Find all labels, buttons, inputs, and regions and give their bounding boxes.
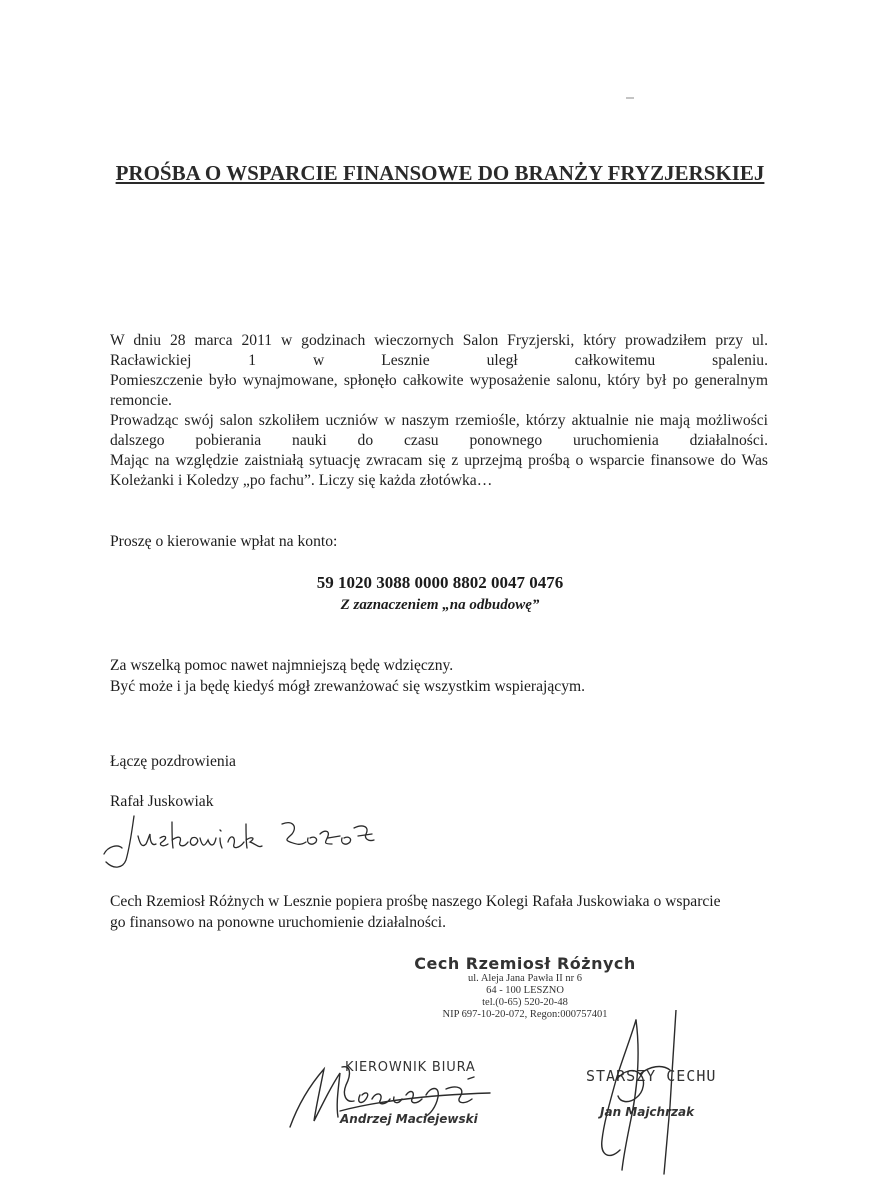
paragraph-premises: Pomieszczenie było wynajmowane, spłonęło całkowite wyposażenie salonu, który był po generalnym remoncie. bbox=[110, 372, 768, 409]
guild-elder-signature bbox=[580, 1010, 700, 1180]
stamp-name: Cech Rzemiosł Różnych bbox=[414, 954, 636, 973]
account-note: Z zaznaczeniem „na odbudowę” bbox=[340, 597, 540, 613]
stamp-ids: NIP 697-10-20-072, Regon:000757401 bbox=[442, 1009, 608, 1020]
paragraph-appeal: Mając na względzie zaistniałą sytuację zwracam się z uprzejmą prośbą o wsparcie finansowe do Was Koleżanki i Koledzy „po fachu”. Liczy się każda złotówka… bbox=[110, 452, 768, 489]
paragraph-fire: W dniu 28 marca 2011 w godzinach wieczornych Salon Fryzjerski, który prowadziłem przy ul. Racławickiej 1 w Lesznie uległ całkowitemu spaleniu. bbox=[110, 332, 768, 369]
guild-elder-role: STARSZY CECHU bbox=[586, 1067, 717, 1085]
office-manager-signature bbox=[280, 1055, 500, 1140]
letter-body bbox=[110, 331, 768, 491]
thanks-block bbox=[110, 655, 585, 697]
office-manager-name: Andrzej Maciejewski bbox=[340, 1112, 478, 1126]
office-manager-role: KIEROWNIK BIURA bbox=[345, 1060, 476, 1075]
sender-signature bbox=[96, 808, 396, 880]
guild-elder-name: Jan Majchrzak bbox=[600, 1105, 695, 1119]
thanks-line: Za wszelką pomoc nawet najmniejszą będę wdzięczny. bbox=[110, 657, 454, 674]
request-line: Proszę o kierowanie wpłat na konto: bbox=[110, 533, 338, 550]
stamp-phone: tel.(0-65) 520-20-48 bbox=[482, 997, 568, 1008]
thanks-line: Być może i ja będę kiedyś mógł zrewanżować się wszystkim wspierającym. bbox=[110, 678, 586, 695]
scan-mark bbox=[625, 95, 635, 101]
sender-name: Rafał Juskowiak bbox=[110, 793, 214, 810]
account-number: 59 1020 3088 0000 8802 0047 0476 bbox=[316, 573, 564, 592]
greeting: Łączę pozdrowienia bbox=[110, 753, 236, 770]
stamp-city: 64 - 100 LESZNO bbox=[486, 985, 564, 996]
guild-statement: Cech Rzemiosł Różnych w Lesznie popiera prośbę naszego Kolegi Rafała Juskowiaka o wsparcie go finansowo na ponowne uruchomienie działalności. bbox=[110, 893, 721, 931]
paragraph-apprentices: Prowadząc swój salon szkoliłem uczniów w naszym rzemiośle, którzy aktualnie nie mają możliwości dalszego pobierania nauki do czasu ponownego uruchomienia działalności. bbox=[110, 412, 768, 449]
document-title: PROŚBA O WSPARCIE FINANSOWE DO BRANŻY FRYZJERSKIEJ bbox=[115, 161, 765, 185]
stamp-address: ul. Aleja Jana Pawła II nr 6 bbox=[467, 973, 582, 984]
